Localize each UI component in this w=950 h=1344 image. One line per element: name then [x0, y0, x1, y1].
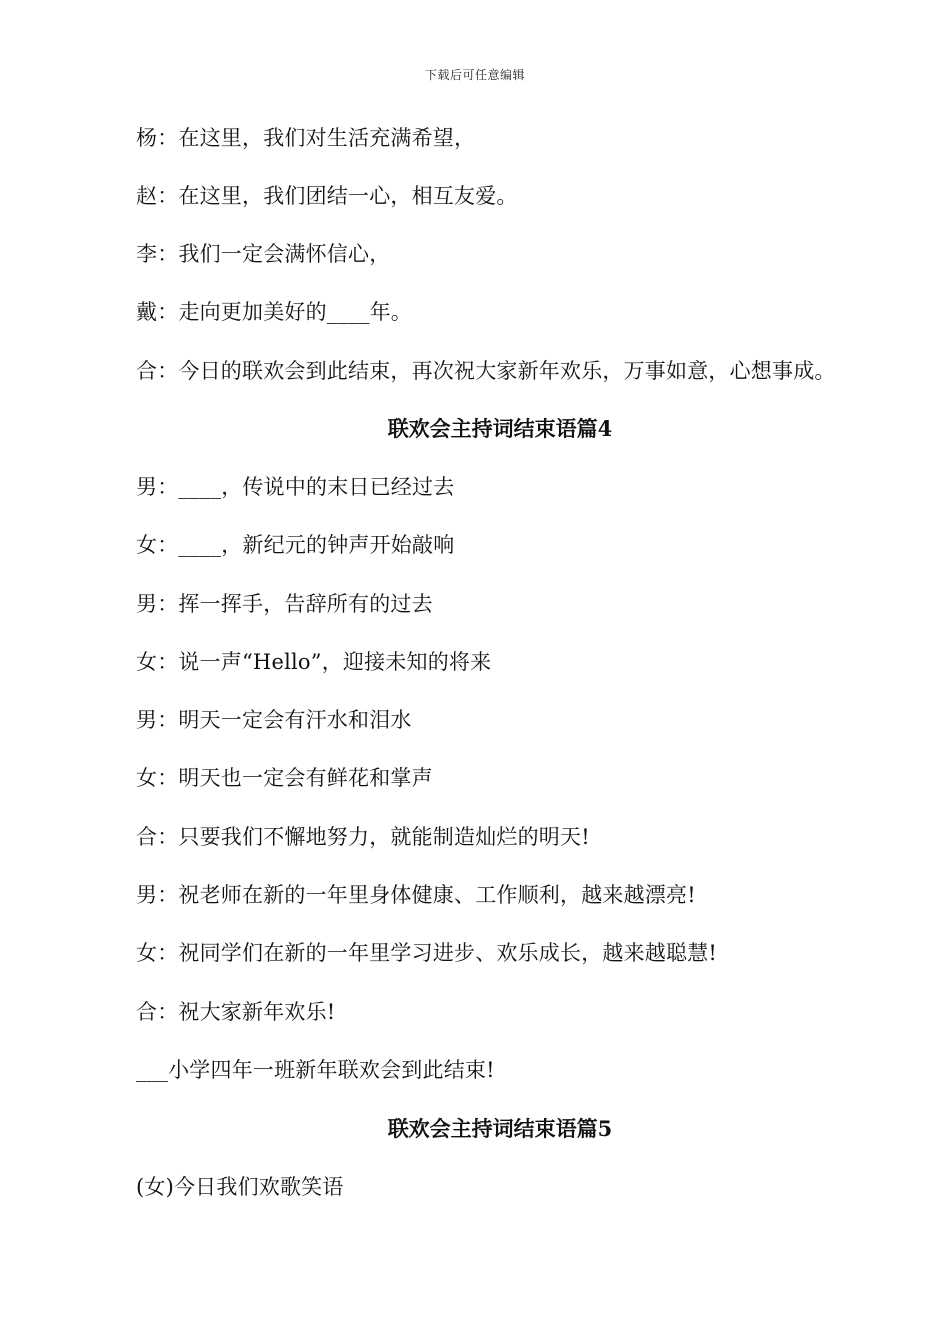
dialogue-line: 女：明天也一定会有鲜花和掌声	[136, 766, 433, 790]
dialogue-line: 李：我们一定会满怀信心，	[136, 242, 391, 266]
dialogue-line: 女：____，新纪元的钟声开始敲响	[136, 533, 455, 557]
section-heading: 联欢会主持词结束语篇4	[387, 416, 613, 441]
dialogue-line: 杨：在这里，我们对生活充满希望，	[136, 126, 476, 150]
dialogue-line: (女)今日我们欢歌笑语	[136, 1175, 344, 1199]
dialogue-line: 赵：在这里，我们团结一心，相互友爱。	[136, 184, 518, 208]
dialogue-line: 戴：走向更加美好的____年。	[136, 300, 412, 324]
dialogue-line: 合：今日的联欢会到此结束，再次祝大家新年欢乐，万事如意，心想事成。	[136, 359, 836, 383]
page-header-note: 下载后可任意编辑	[424, 68, 525, 82]
dialogue-line: 合：只要我们不懈地努力，就能制造灿烂的明天!	[136, 825, 590, 849]
section-heading: 联欢会主持词结束语篇5	[387, 1116, 613, 1141]
dialogue-line: 合：祝大家新年欢乐!	[136, 1000, 336, 1024]
dialogue-line: ___小学四年一班新年联欢会到此结束!	[136, 1058, 495, 1082]
dialogue-line: 男：____，传说中的末日已经过去	[136, 475, 455, 499]
dialogue-line: 男：明天一定会有汗水和泪水	[136, 708, 412, 732]
dialogue-line: 男：挥一挥手，告辞所有的过去	[136, 592, 433, 616]
dialogue-line: 女：说一声“Hello”，迎接未知的将来	[136, 650, 492, 674]
dialogue-line: 男：祝老师在新的一年里身体健康、工作顺利，越来越漂亮!	[136, 883, 696, 907]
dialogue-line: 女：祝同学们在新的一年里学习进步、欢乐成长，越来越聪慧!	[136, 941, 718, 965]
